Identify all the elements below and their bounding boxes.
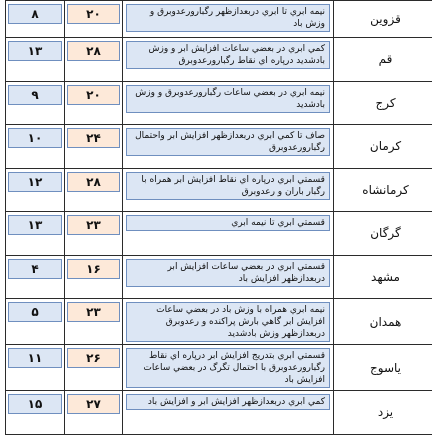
forecast-description-cell: [123, 81, 334, 125]
row-edge: [1, 345, 6, 391]
city-name: یاسوج: [334, 345, 432, 391]
min-temp-cell: [6, 391, 65, 435]
forecast-description: صاف تا کمي ابري دربعدازظهر افزایش ابر واحتمال رگبارورعدوبرق: [126, 128, 330, 156]
max-temp: ۱۶: [67, 259, 120, 279]
max-temp: ۲۰: [67, 85, 120, 105]
table-row: [1, 255, 432, 299]
forecast-description: قسمتي ابري در بعضي ساعات افزایش ابر دربعدازظهر افزایش باد: [126, 259, 330, 287]
max-temp-cell: [65, 38, 123, 82]
forecast-description: کمي ابري در بعضي ساعات افزایش ابر و وزش بادشدید درپاره اي نقاط رگبارورعدوبرق: [126, 41, 330, 69]
min-temp-cell: [6, 345, 65, 391]
max-temp-cell: [65, 212, 123, 256]
min-temp: ۴: [8, 259, 62, 279]
forecast-description-cell: [123, 391, 334, 435]
min-temp: ۱۵: [8, 394, 62, 414]
max-temp-cell: [65, 125, 123, 169]
max-temp-cell: [65, 255, 123, 299]
table-row: [1, 38, 432, 82]
max-temp-cell: [65, 391, 123, 435]
max-temp-cell: [65, 1, 123, 38]
forecast-description-cell: [123, 299, 334, 345]
min-temp: ۱۲: [8, 172, 62, 192]
row-edge: [1, 168, 6, 212]
city-name: یزد: [334, 391, 432, 435]
row-edge: [1, 299, 6, 345]
row-edge: [1, 255, 6, 299]
min-temp: ۱۳: [8, 41, 62, 61]
table-row: [1, 125, 432, 169]
city-name: همدان: [334, 299, 432, 345]
max-temp: ۲۸: [67, 172, 120, 192]
min-temp: ۱۰: [8, 128, 62, 148]
table-row: [1, 391, 432, 435]
max-temp: ۲۰: [67, 4, 120, 24]
forecast-description: نیمه ابري همراه با وزش باد در بعضي ساعات افزایش ابر گاهي بارش پراکنده و رعدوبرق دربعدازظهر وزش بادشدید: [126, 302, 330, 342]
city-name: کرج: [334, 81, 432, 125]
table-row: [1, 1, 432, 38]
row-edge: [1, 1, 6, 38]
max-temp: ۲۳: [67, 302, 120, 322]
forecast-description: نیمه ابري تا ابري دربعدازظهر رگبارورعدوبرق و وزش باد: [126, 4, 330, 32]
min-temp: ۱۳: [8, 215, 62, 235]
max-temp: ۲۳: [67, 215, 120, 235]
min-temp: ۹: [8, 85, 62, 105]
city-name: قزوین: [334, 1, 432, 38]
forecast-description-cell: [123, 1, 334, 38]
city-name: مشهد: [334, 255, 432, 299]
forecast-description-cell: [123, 212, 334, 256]
max-temp-cell: [65, 81, 123, 125]
row-edge: [1, 81, 6, 125]
row-edge: [1, 125, 6, 169]
max-temp: ۲۷: [67, 394, 120, 414]
min-temp-cell: [6, 125, 65, 169]
forecast-description: قسمتي ابري بتدریج افزایش ابر درپاره اي نقاط رگبارورعدوبرق با احتمال تگرگ در بعضي ساعات افزایش باد: [126, 348, 330, 388]
forecast-description: نیمه ابري در بعضي ساعات رگبارورعدوبرق و وزش بادشدید: [126, 85, 330, 113]
min-temp-cell: [6, 1, 65, 38]
forecast-description-cell: [123, 345, 334, 391]
min-temp-cell: [6, 212, 65, 256]
min-temp-cell: [6, 81, 65, 125]
max-temp-cell: [65, 345, 123, 391]
max-temp-cell: [65, 299, 123, 345]
max-temp: ۲۸: [67, 41, 120, 61]
row-edge: [1, 38, 6, 82]
max-temp: ۲۶: [67, 348, 120, 368]
forecast-description-cell: [123, 255, 334, 299]
forecast-description-cell: [123, 168, 334, 212]
max-temp: ۲۴: [67, 128, 120, 148]
city-name: کرمان: [334, 125, 432, 169]
table-row: [1, 168, 432, 212]
min-temp-cell: [6, 38, 65, 82]
table-row: [1, 299, 432, 345]
forecast-description: قسمتي ابري تا نیمه ابري: [126, 215, 330, 231]
forecast-description: قسمتي ابري درپاره اي نقاط افزایش ابر همراه با رگبار باران و رعدوبرق: [126, 172, 330, 200]
min-temp-cell: [6, 255, 65, 299]
forecast-description: کمي ابري دربعدازظهر افزایش ابر و افزایش باد: [126, 394, 330, 410]
table-row: [1, 81, 432, 125]
forecast-description-cell: [123, 125, 334, 169]
table-row: [1, 345, 432, 391]
row-edge: [1, 212, 6, 256]
city-name: کرمانشاه: [334, 168, 432, 212]
min-temp: ۵: [8, 302, 62, 322]
row-edge: [1, 391, 6, 435]
max-temp-cell: [65, 168, 123, 212]
min-temp-cell: [6, 299, 65, 345]
forecast-rows: [1, 1, 432, 435]
forecast-description-cell: [123, 38, 334, 82]
city-name: گرگان: [334, 212, 432, 256]
city-name: قم: [334, 38, 432, 82]
min-temp: ۱۱: [8, 348, 62, 368]
min-temp-cell: [6, 168, 65, 212]
min-temp: ۸: [8, 4, 62, 24]
table-row: [1, 212, 432, 256]
